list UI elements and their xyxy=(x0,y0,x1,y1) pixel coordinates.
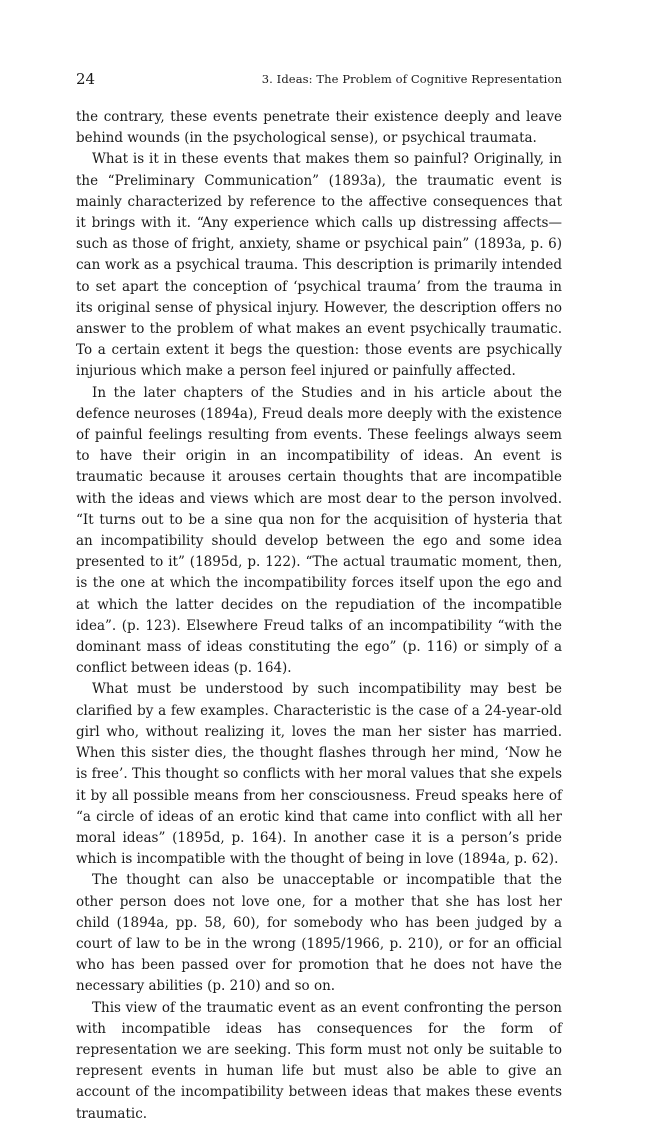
paragraph: The thought can also be unacceptable or incompatible that the other person does not love one, for a mother that she has lost her child (1894a, pp. 58, 60), for somebody who has been judged by a court of law to be in the wrong (1895/1966, p. 210), or for an official who has been passed over for promotion that he does not have the necessary abilities (p. 210) and so on. xyxy=(76,872,562,995)
paragraph: What must be understood by such incompatibility may best be clarified by a few examples. Characteristic is the case of a 24-year-old girl who, without realizing it, loves the man her sister has married. When this sister dies, the thought flashes through her mind, ‘Now he is free’. This thought so conflicts with her moral values that she expels it by all possible means from her consciousness. Freud speaks here of “a circle of ideas of an erotic kind that came into conflict with all her moral ideas” (1895d, p. 164). In another case it is a person’s pride which is incompatible with the thought of being in love (1894a, p. 62). xyxy=(76,681,562,868)
paragraph-continuation: the contrary, these events penetrate their existence deeply and leave behind wounds (in the psychological sense), or psychical traumata. xyxy=(76,109,562,147)
paragraph: What is it in these events that makes them so painful? Originally, in the “Preliminary Communication” (1893a), the traumatic event is mainly characterized by reference to the affective consequences that it brings with it. “Any experience which calls up distressing affects—such as those of fright, anxiety, shame or psychical pain” (1893a, p. 6) can work as a psychical trauma. This description is primarily intended to set apart the conception of ‘psychical trauma’ from the trauma in its original sense of physical injury. However, the description offers no answer to the problem of what makes an event psychically traumatic. To a certain extent it begs the question: those events are psychically injurious which make a person feel injured or painfully affected. xyxy=(76,151,562,380)
body-text xyxy=(76,107,562,1125)
running-head: 3. Ideas: The Problem of Cognitive Representation xyxy=(261,72,562,86)
paragraph: This view of the traumatic event as an event confronting the person with incompatible ideas has consequences for the form of representation we are seeking. This form must not only be suitable to represent events in human life but must also be able to give an account of the incompatibility between ideas that makes these events traumatic. xyxy=(76,999,562,1122)
page-header xyxy=(76,70,562,90)
page-number: 24 xyxy=(76,70,96,88)
paragraph: In the later chapters of the Studies and in his article about the defence neuroses (1894a), Freud deals more deeply with the existence of painful feelings resulting from events. These feelings always seem to have their origin in an incompatibility of ideas. An event is traumatic because it arouses certain thoughts that are incompatible with the ideas and views which are most dear to the person involved. “It turns out to be a sine qua non for the acquisition of hysteria that an incompatibility should develop between the ego and some idea presented to it” (1895d, p. 122). “The actual traumatic moment, then, is the one at which the incompatibility forces itself upon the ego and at which the latter decides on the repudiation of the incompatible idea”. (p. 123). Elsewhere Freud talks of an incompatibility “with the dominant mass of ideas constituting the ego” (p. 116) or simply of a conflict between ideas (p. 164). xyxy=(76,384,562,677)
